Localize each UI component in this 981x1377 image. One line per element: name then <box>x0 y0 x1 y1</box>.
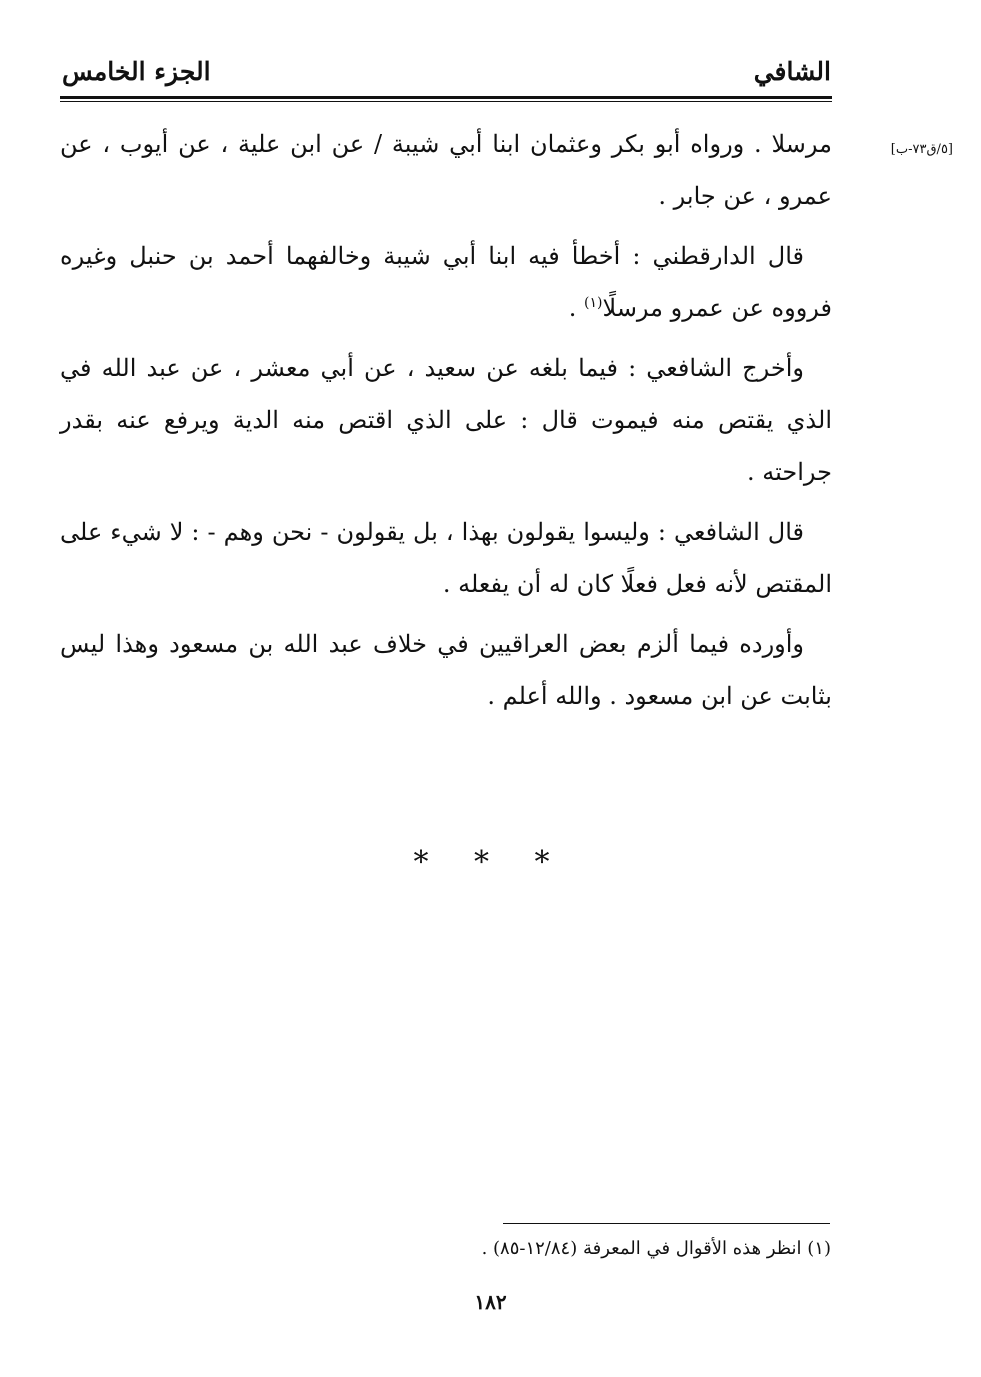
footnote-reference: (١) <box>584 295 603 311</box>
manuscript-reference: [٥/ق٧٣-ب] <box>890 142 953 157</box>
paragraph-5: وأورده فيما ألزم بعض العراقيين في خلاف عبد الله بن مسعود وهذا ليس بثابت عن ابن مسعود . والله أعلم . <box>60 630 832 710</box>
header-rule <box>60 96 832 99</box>
page-number: ١٨٢ <box>474 1290 507 1314</box>
paragraph-3: وأخرج الشافعي : فيما بلغه عن سعيد ، عن أبي معشر ، عن عبد الله في الذي يقتص منه فيموت قال : على الذي اقتص منه الدية ويرفع عنه بقدر جراحته . <box>60 354 833 486</box>
paragraph-2-text: قال الدارقطني : أخطأ فيه ابنا أبي شيبة وخالفهما أحمد بن حنبل وغيره فرووه عن عمرو مرسلًا <box>60 242 832 322</box>
footnote-rule <box>503 1223 830 1224</box>
section-separator: * * * <box>413 845 568 880</box>
paragraph-4: قال الشافعي : وليسوا يقولون بهذا ، بل يقولون - نحن وهم - : لا شيء على المقتص لأنه فعل فعلًا كان له أن يفعله . <box>60 518 832 598</box>
header-rule-thin <box>60 101 832 102</box>
main-text <box>60 118 832 730</box>
paragraph-2-end: . <box>568 294 585 322</box>
paragraph-2 <box>60 230 832 334</box>
running-title-left: الجزء الخامس <box>62 57 211 86</box>
running-title-right: الشافي <box>753 57 831 86</box>
footnote: (١) انظر هذه الأقوال في المعرفة (١٢/٨٤-٨٥) . <box>481 1238 831 1259</box>
paragraph-1: مرسلا . ورواه أبو بكر وعثمان ابنا أبي شيبة / عن ابن علية ، عن أيوب ، عن عمرو ، عن جابر . <box>60 130 833 210</box>
